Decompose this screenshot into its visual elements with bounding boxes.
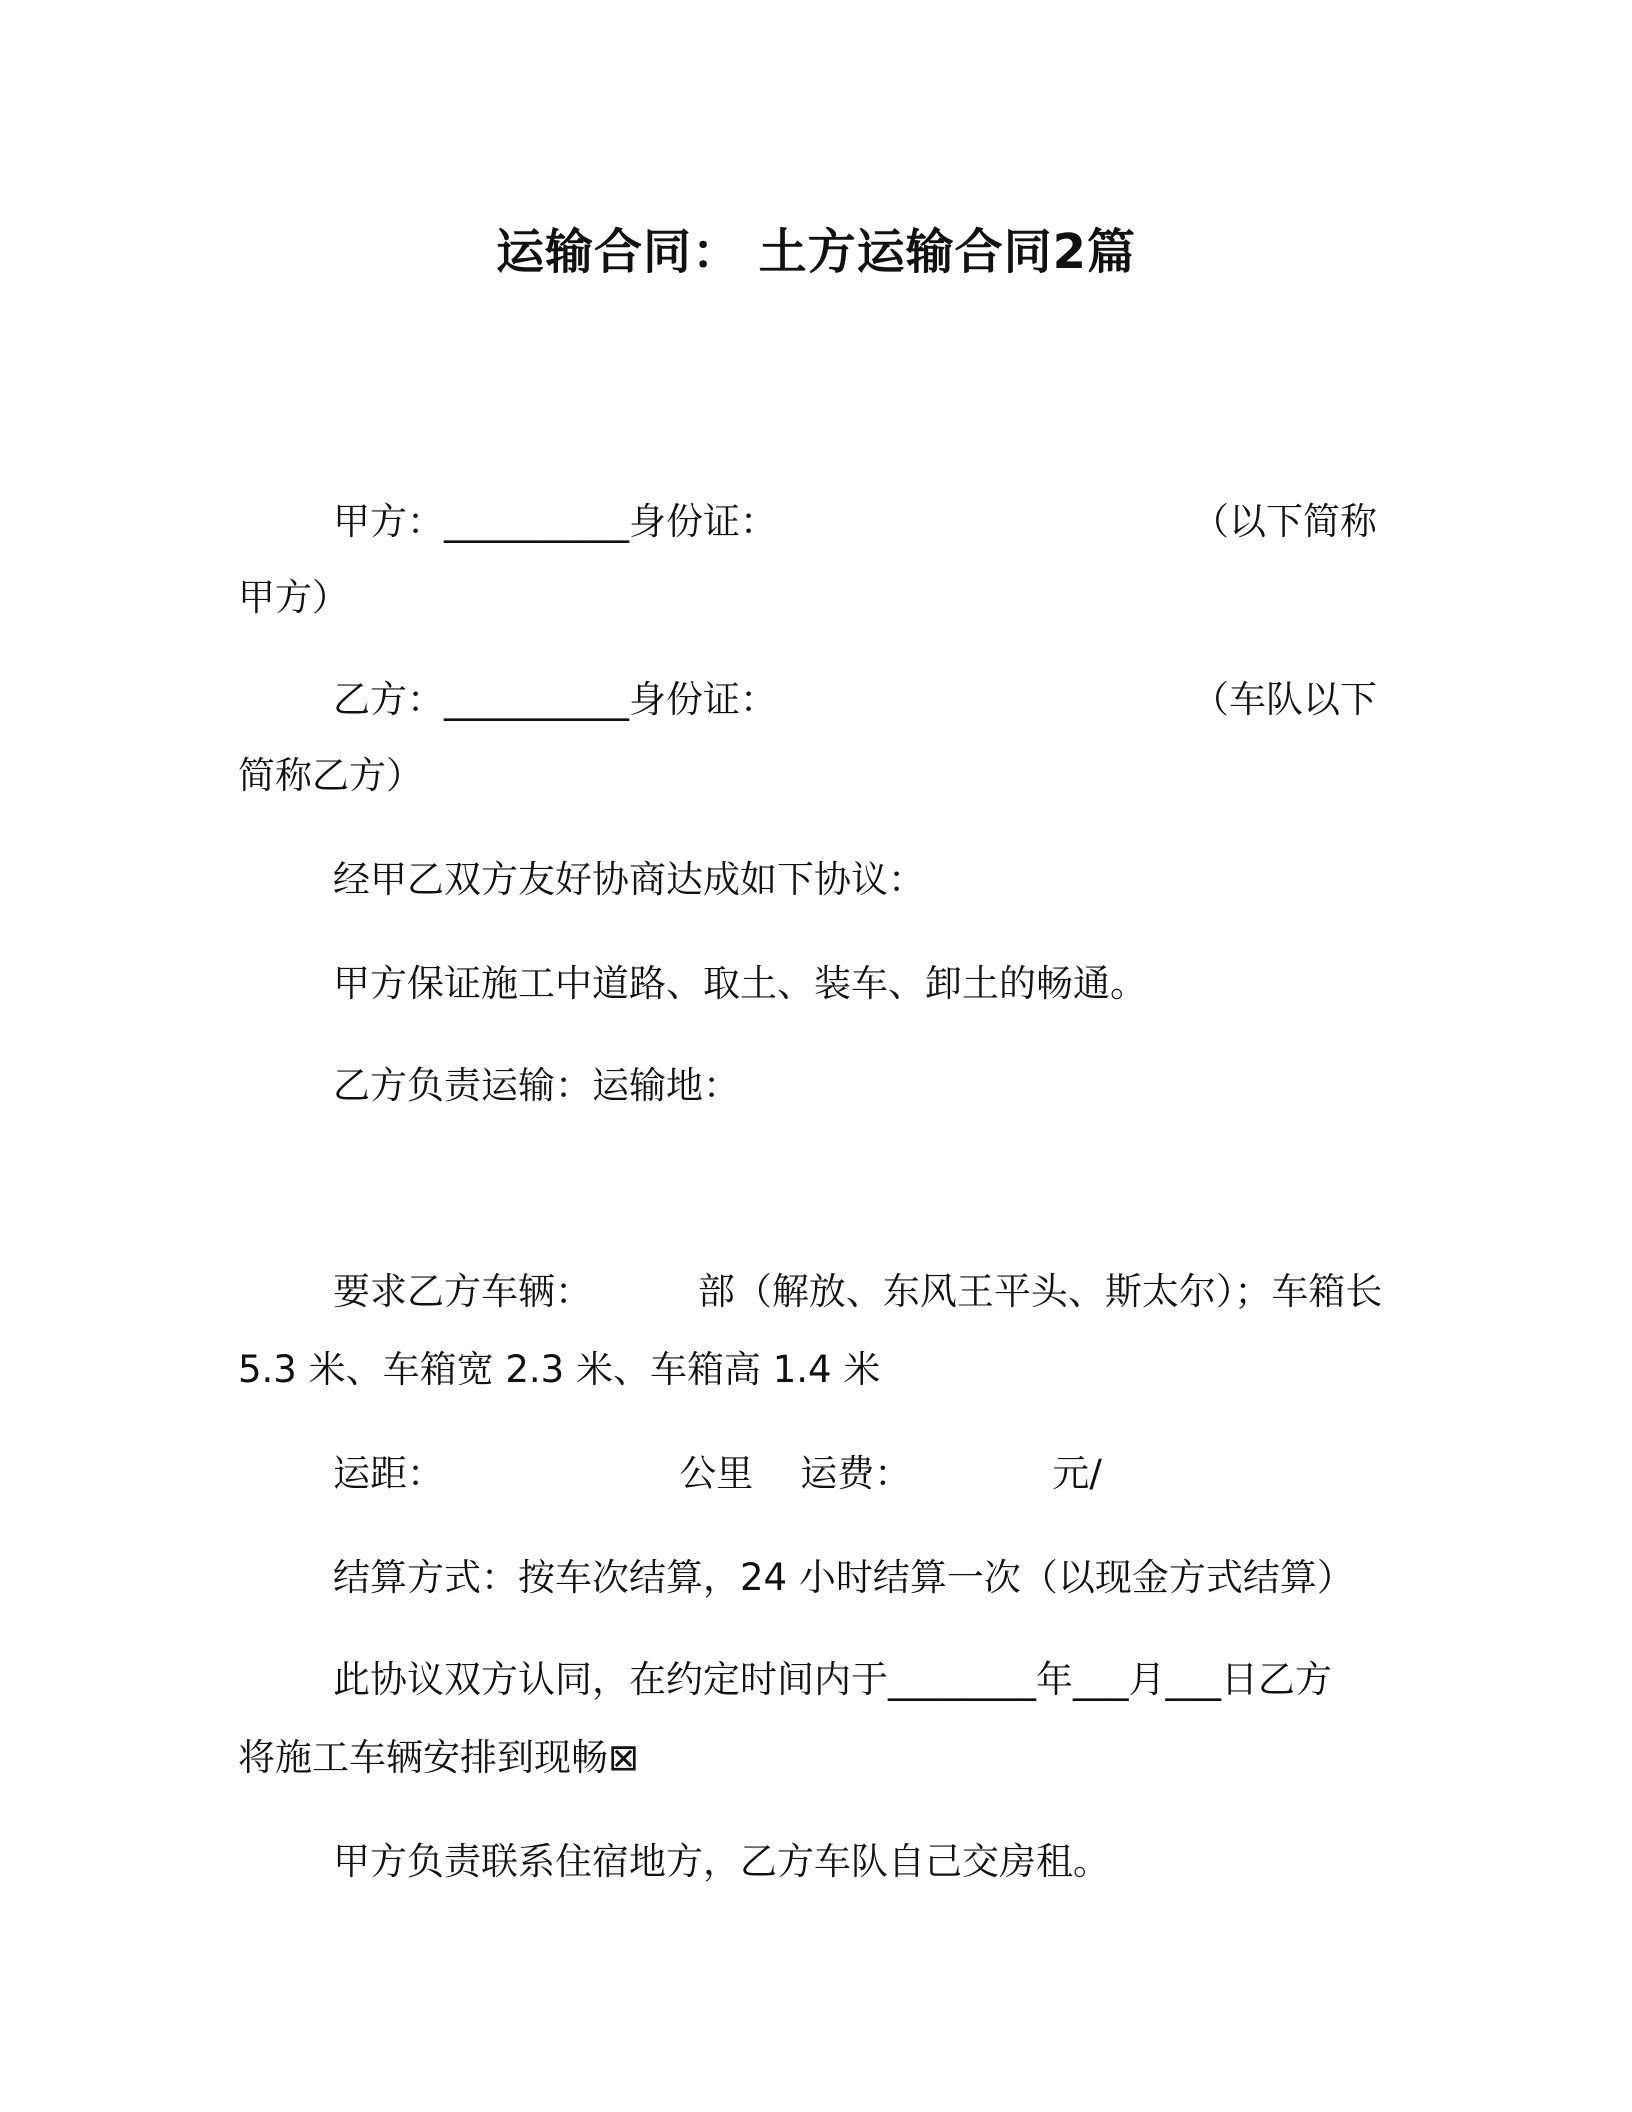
clause-vehicle-continuation: 5.3 米、车箱宽 2.3 米、车箱高 1.4 米 — [238, 1348, 881, 1391]
clause-road: 甲方保证施工中道路、取土、装车、卸土的畅通。 — [333, 962, 1147, 1005]
party-b-tail: （车队以下 — [1192, 678, 1377, 721]
clause-distance: 运距： 公里 运费： 元/ — [333, 1452, 1102, 1495]
party-b-line: 乙方：__________身份证： — [333, 678, 777, 721]
clause-vehicle: 要求乙方车辆： 部（解放、东风王平头、斯太尔）；车箱长 — [333, 1270, 1383, 1313]
party-a-continuation: 甲方） — [238, 576, 349, 619]
party-b-continuation: 简称乙方） — [238, 754, 423, 797]
clause-transport: 乙方负责运输：运输地： — [333, 1064, 740, 1107]
party-a-line: 甲方：__________身份证： — [333, 500, 777, 543]
clause-lodging: 甲方负责联系住宿地方，乙方车队自己交房租。 — [333, 1840, 1110, 1883]
party-a-tail: （以下简称 — [1192, 500, 1377, 543]
agreement-intro: 经甲乙双方友好协商达成如下协议： — [333, 858, 925, 901]
clause-time: 此协议双方认同，在约定时间内于________年___月___日乙方 — [333, 1658, 1332, 1701]
document-title: 运输合同： 土方运输合同2篇 — [495, 224, 1137, 280]
clause-time-continuation: 将施工车辆安排到现畅⊠ — [238, 1736, 640, 1779]
clause-settlement: 结算方式：按车次结算，24 小时结算一次（以现金方式结算） — [333, 1556, 1354, 1599]
